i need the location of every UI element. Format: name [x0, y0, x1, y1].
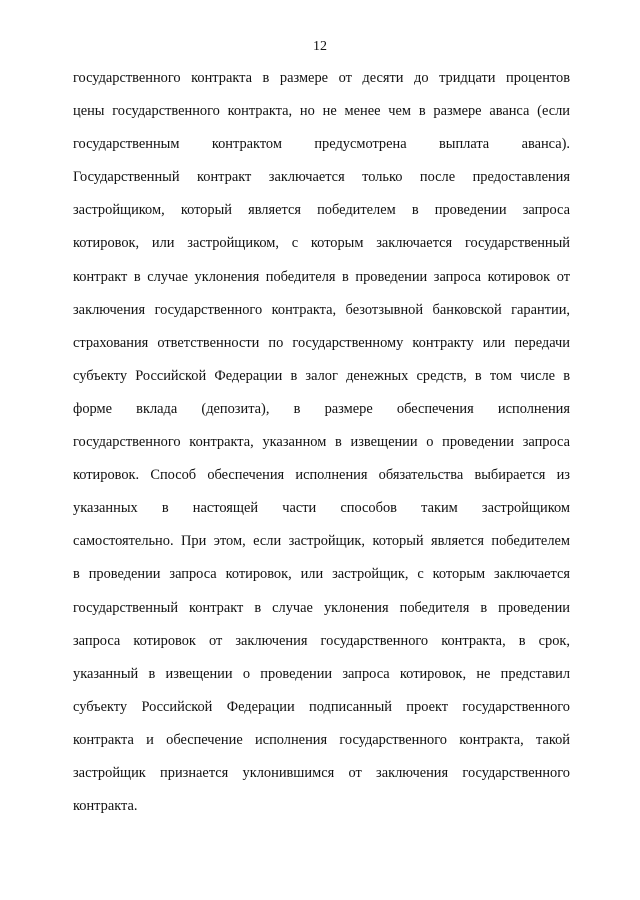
text-line: государственного контракта в размере от десяти до тридцати процентов	[73, 70, 570, 86]
text-line: указанных в настоящей части способов таким застройщиком	[73, 500, 570, 517]
text-line: страхования ответственности по государственному контракту или передачи	[73, 334, 570, 351]
text-line-last: контракта.	[73, 798, 138, 815]
text-line: указанный в извещении о проведении запроса котировок, не представил	[73, 665, 570, 682]
text-line: котировок. Способ обеспечения исполнения обязательства выбирается из	[73, 467, 570, 484]
text-line: контракта и обеспечение исполнения государственного контракта, такой	[73, 731, 570, 748]
text-line: государственного контракта, указанном в извещении о проведении запроса	[73, 434, 570, 451]
text-line: запроса котировок от заключения государственного контракта, в срок,	[73, 632, 570, 649]
text-line: застройщиком, который является победителем в проведении запроса	[73, 202, 570, 219]
text-line: форме вклада (депозита), в размере обеспечения исполнения	[73, 400, 570, 417]
body-text	[73, 62, 570, 823]
text-line: субъекту Российской Федерации в залог денежных средств, в том числе в	[73, 367, 570, 384]
text-line: субъекту Российской Федерации подписанный проект государственного	[73, 698, 570, 715]
text-line: Государственный контракт заключается только после предоставления	[73, 169, 570, 186]
text-line: в проведении запроса котировок, или застройщик, с которым заключается	[73, 566, 570, 583]
text-line: контракт в случае уклонения победителя в проведении запроса котировок от	[73, 268, 570, 285]
page-number: 12	[313, 39, 327, 54]
text-line: котировок, или застройщиком, с которым заключается государственный	[73, 235, 570, 252]
text-line: заключения государственного контракта, безотзывной банковской гарантии,	[73, 301, 570, 318]
text-line: государственным контрактом предусмотрена выплата аванса).	[73, 136, 570, 153]
text-line: государственный контракт в случае уклонения победителя в проведении	[73, 599, 570, 616]
text-line: застройщик признается уклонившимся от заключения государственного	[73, 764, 570, 781]
text-line: цены государственного контракта, но не менее чем в размере аванса (если	[73, 103, 570, 120]
text-line: самостоятельно. При этом, если застройщик, который является победителем	[73, 533, 570, 550]
